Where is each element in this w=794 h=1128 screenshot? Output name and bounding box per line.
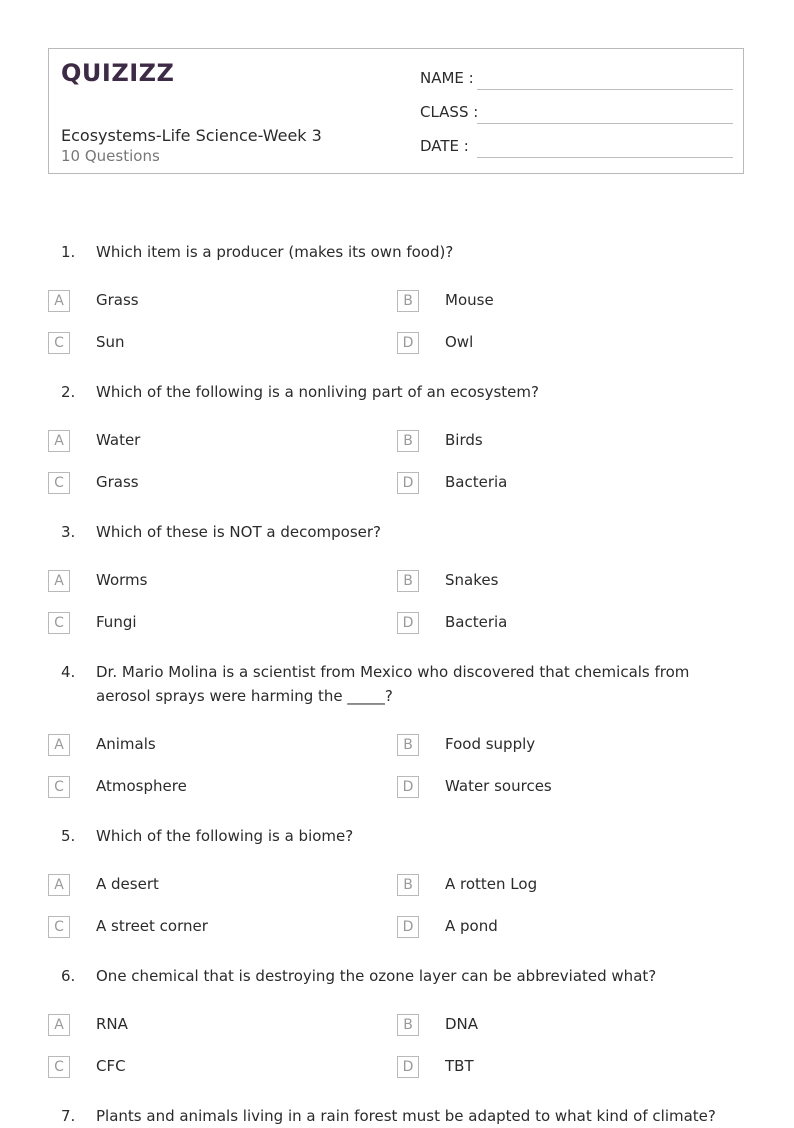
option-text: Bacteria (445, 473, 508, 491)
option-letter-box[interactable]: B (397, 874, 419, 896)
question-count: 10 Questions (61, 147, 160, 165)
option-text: A rotten Log (445, 875, 538, 893)
option-letter-box[interactable]: A (48, 430, 70, 452)
option-text: A desert (96, 875, 159, 893)
date-label: DATE : (420, 137, 469, 155)
option-text: CFC (96, 1057, 126, 1075)
option-text: TBT (445, 1057, 474, 1075)
question-text: Plants and animals living in a rain forest must be adapted to what kind of climate? (96, 1107, 716, 1125)
option-text: DNA (445, 1015, 479, 1033)
quizizz-logo: QUIZIZZ (61, 59, 175, 87)
option-letter-box[interactable]: C (48, 612, 70, 634)
question-number: 1. (61, 243, 76, 261)
question-number: 4. (61, 663, 76, 681)
option-letter-box[interactable]: D (397, 916, 419, 938)
date-line[interactable] (477, 157, 733, 158)
option-text: A street corner (96, 917, 208, 935)
worksheet-header (48, 48, 744, 174)
option-text: RNA (96, 1015, 128, 1033)
question-text: Which item is a producer (makes its own food)? (96, 243, 454, 261)
option-letter-box[interactable]: A (48, 734, 70, 756)
option-text: Water sources (445, 777, 552, 795)
option-letter-box[interactable]: B (397, 570, 419, 592)
option-text: Bacteria (445, 613, 508, 631)
option-letter-box[interactable]: D (397, 612, 419, 634)
question-text: Which of the following is a nonliving part of an ecosystem? (96, 383, 539, 401)
question-number: 7. (61, 1107, 76, 1125)
option-letter-box[interactable]: D (397, 332, 419, 354)
question-number: 3. (61, 523, 76, 541)
option-text: Sun (96, 333, 125, 351)
option-text: A pond (445, 917, 498, 935)
question-number: 2. (61, 383, 76, 401)
option-text: Grass (96, 473, 139, 491)
class-label: CLASS : (420, 103, 479, 121)
worksheet-title: Ecosystems-Life Science-Week 3 (61, 126, 322, 145)
option-text: Owl (445, 333, 474, 351)
option-letter-box[interactable]: B (397, 1014, 419, 1036)
option-letter-box[interactable]: C (48, 1056, 70, 1078)
option-letter-box[interactable]: B (397, 734, 419, 756)
question-text: Dr. Mario Molina is a scientist from Mexico who discovered that chemicals from aerosol sprays were harming the _____? (96, 663, 690, 705)
question-text: Which of the following is a biome? (96, 827, 354, 845)
option-text: Worms (96, 571, 148, 589)
option-letter-box[interactable]: A (48, 570, 70, 592)
option-letter-box[interactable]: D (397, 1056, 419, 1078)
option-text: Food supply (445, 735, 536, 753)
name-label: NAME : (420, 69, 474, 87)
question-number: 5. (61, 827, 76, 845)
option-text: Snakes (445, 571, 499, 589)
option-text: Water (96, 431, 141, 449)
question-text: One chemical that is destroying the ozone layer can be abbreviated what? (96, 967, 657, 985)
option-letter-box[interactable]: A (48, 290, 70, 312)
option-text: Atmosphere (96, 777, 187, 795)
option-letter-box[interactable]: A (48, 874, 70, 896)
option-text: Birds (445, 431, 483, 449)
option-letter-box[interactable]: B (397, 430, 419, 452)
option-letter-box[interactable]: D (397, 776, 419, 798)
option-text: Animals (96, 735, 156, 753)
option-letter-box[interactable]: C (48, 916, 70, 938)
name-line[interactable] (477, 89, 733, 90)
class-line[interactable] (477, 123, 733, 124)
option-text: Grass (96, 291, 139, 309)
option-letter-box[interactable]: C (48, 332, 70, 354)
option-letter-box[interactable]: B (397, 290, 419, 312)
question-text: Which of these is NOT a decomposer? (96, 523, 382, 541)
option-text: Mouse (445, 291, 494, 309)
question-number: 6. (61, 967, 76, 985)
option-text: Fungi (96, 613, 137, 631)
option-letter-box[interactable]: A (48, 1014, 70, 1036)
option-letter-box[interactable]: C (48, 776, 70, 798)
option-letter-box[interactable]: D (397, 472, 419, 494)
option-letter-box[interactable]: C (48, 472, 70, 494)
